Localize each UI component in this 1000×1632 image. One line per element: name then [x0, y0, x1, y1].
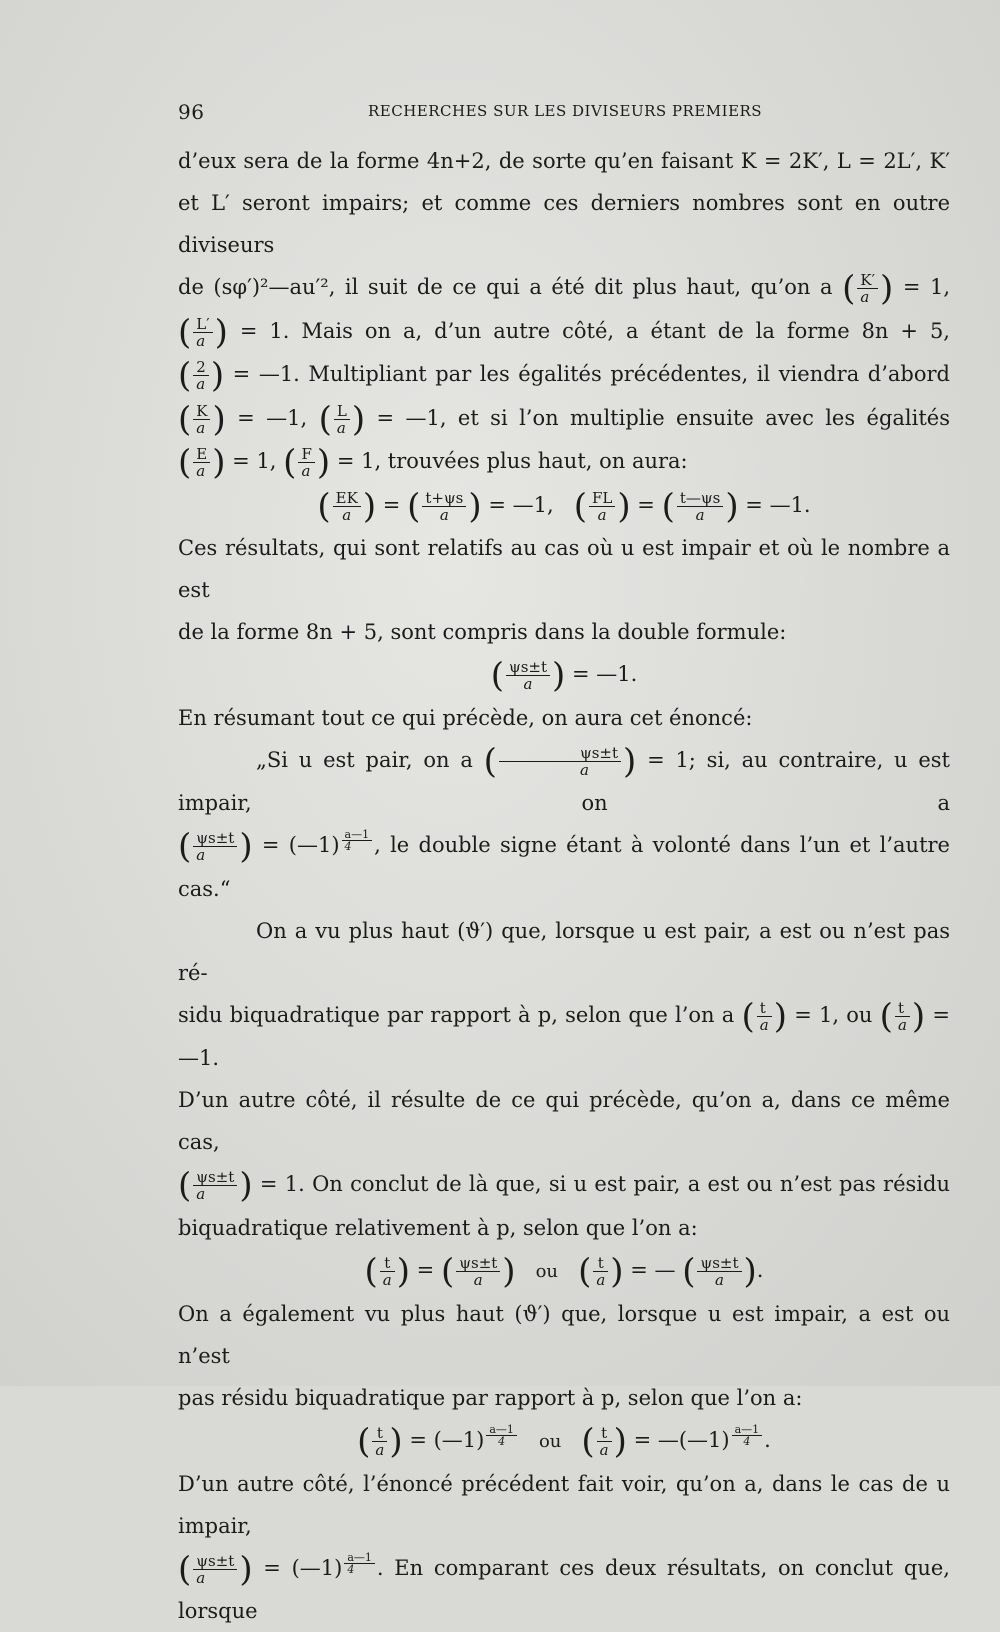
equation: ( $\frac{\psi s\pm t}{a}$ ) = —1. [178, 653, 950, 697]
fraction: $\frac{t}{a}$ [597, 1425, 612, 1458]
text-span: = 1, trouvées plus haut, on aura: [337, 449, 688, 473]
text-line: biquadratique relativement à p, selon que l’on a: [178, 1207, 950, 1249]
text-line: ( $\frac{K}{a}$ ) = —1, ( $\frac{L}{a}$ ) = —1, et si l’on multiplie ensuite avec les égalités [178, 397, 950, 441]
fraction: $\frac{t}{a}$ [757, 1000, 772, 1033]
fraction: $\frac{t}{a}$ [895, 1000, 910, 1033]
fraction: $\frac{t+\psi s}{a}$ [422, 490, 466, 523]
running-title: RECHERCHES SUR LES DIVISEURS PREMIERS [368, 102, 762, 120]
text-line: ( $\frac{\psi s\pm t}{a}$ ) = (—1) $^{\frac{a—1}{4}}$ , le double signe étant à volonté dans l’un et l’autre cas.“ [178, 824, 950, 910]
fraction: $\frac{\psi s\pm t}{a}$ [193, 1553, 237, 1586]
fraction: $\frac{\psi s\pm t}{a}$ [697, 1255, 741, 1288]
text-span: = 1, [903, 275, 950, 299]
text-span: = —1, et si l’on multiplie ensuite avec les égalités [377, 406, 951, 430]
fraction: $\frac{L'}{a}$ [193, 316, 212, 349]
text-line: On a vu plus haut (ϑ′) que, lorsque u est pair, a est ou n’est pas ré- [178, 910, 950, 994]
fraction: $\frac{K}{a}$ [193, 403, 210, 436]
text-line: D’un autre côté, il résulte de ce qui précède, qu’on a, dans ce même cas, [178, 1079, 950, 1163]
exponent-fraction: a—1 4 [732, 1424, 763, 1447]
text-line: pas résidu biquadratique par rapport à p, selon que l’on a: [178, 1377, 950, 1419]
text-span: = —1, [237, 406, 307, 430]
text-line: Ces résultats, qui sont relatifs au cas où u est impair et où le nombre a est [178, 527, 950, 611]
text-line: de (sφ′)²—au′², il suit de ce qui a été dit plus haut, qu’on a ( $\frac{K'}{a}$ ) = 1, [178, 266, 950, 310]
fraction: $\frac{\psi s\pm t}{a}$ [193, 1169, 237, 1202]
text-line: sidu biquadratique par rapport à p, selon que l’on a ( $\frac{t}{a}$ ) = 1, ou ( $\frac{t}{a}$ ) = —1. [178, 994, 950, 1080]
fraction: $\frac{\psi s\pm t}{a}$ [193, 830, 237, 863]
fraction: $\frac{2}{a}$ [193, 359, 209, 392]
exponent-fraction: a—1 4 [342, 829, 373, 852]
equation: ( $\frac{EK}{a}$ ) = ( $\frac{t+\psi s}{a}$ ) = —1, ( $\frac{FL}{a}$ ) = ( $\frac{t—\psi s}{a}$ ) = —1. [178, 484, 950, 528]
fraction: $\frac{t}{a}$ [593, 1255, 608, 1288]
text-line: ( $\frac{2}{a}$ ) = —1. Multipliant par les égalités précédentes, il viendra d’abord [178, 353, 950, 397]
text-line: On a également vu plus haut (ϑ′) que, lorsque u est impair, a est ou n’est [178, 1293, 950, 1377]
text-line: ( $\frac{L'}{a}$ ) = 1. Mais on a, d’un autre côté, a étant de la forme 8n + 5, [178, 310, 950, 354]
fraction: $\frac{\psi s\pm t}{a}$ [506, 659, 550, 692]
fraction: $\frac{K'}{a}$ [857, 272, 878, 305]
text-line: En résumant tout ce qui précède, on aura cet énoncé: [178, 697, 950, 739]
text-line: d’eux sera de la forme 4n+2, de sorte qu’en faisant K = 2K′, L = 2L′, K′ [178, 140, 950, 182]
text-span: = —1. Multipliant par les égalités précédentes, il viendra d’abord [233, 362, 950, 386]
fraction: $\frac{t—\psi s}{a}$ [677, 490, 724, 523]
fraction: $\frac{FL}{a}$ [589, 490, 615, 523]
fraction: $\frac{L}{a}$ [334, 403, 350, 436]
running-header [178, 100, 950, 130]
fraction: $\frac{t}{a}$ [380, 1255, 395, 1288]
text-span: = 1. Mais on a, d’un autre côté, a étant de la forme 8n + 5, [240, 319, 950, 343]
exponent-fraction: a—1 4 [344, 1552, 375, 1575]
fraction: $\frac{F}{a}$ [298, 446, 314, 479]
text-span: = 1, [232, 449, 276, 473]
text-line: ( $\frac{\psi s\pm t}{a}$ ) = (—1) $^{\frac{a—1}{4}}$ . En comparant ces deux résultats, on conclut que, lorsque [178, 1547, 950, 1632]
text-line: de la forme 8n + 5, sont compris dans la double formule: [178, 611, 950, 653]
text-span: de (sφ′)²—au′², il suit de ce qui a été dit plus haut, qu’on a [178, 275, 833, 299]
fraction: $\frac{\psi s\pm t}{a}$ [456, 1255, 500, 1288]
fraction: $\frac{\psi s\pm t}{a}$ [499, 745, 621, 778]
text-line: „Si u est pair, on a ( $\frac{\psi s\pm t}{a}$ ) = 1; si, au contraire, u est impair, on a [178, 739, 950, 825]
fraction: $\frac{t}{a}$ [372, 1425, 387, 1458]
page-number: 96 [178, 100, 204, 124]
equation: ( $\frac{t}{a}$ ) = (—1) $^{\frac{a—1}{4}}$ ou ( $\frac{t}{a}$ ) = —(—1) $^{\frac{a—1}{4}}$ . [178, 1419, 950, 1463]
exponent-fraction: a—1 4 [486, 1424, 517, 1447]
fraction: $\frac{E}{a}$ [193, 446, 210, 479]
fraction: $\frac{EK}{a}$ [333, 490, 361, 523]
text-line: et L′ seront impairs; et comme ces derniers nombres sont en outre diviseurs [178, 182, 950, 266]
text-line: D’un autre côté, l’énoncé précédent fait voir, qu’on a, dans le cas de u impair, [178, 1463, 950, 1547]
text-line: ( $\frac{\psi s\pm t}{a}$ ) = 1. On conclut de là que, si u est pair, a est ou n’est pas résidu [178, 1163, 950, 1207]
text-line: ( $\frac{E}{a}$ ) = 1, ( $\frac{F}{a}$ ) = 1, trouvées plus haut, on aura: [178, 440, 950, 484]
page-body [178, 140, 950, 1632]
equation: ( $\frac{t}{a}$ ) = ( $\frac{\psi s\pm t}{a}$ ) ou ( $\frac{t}{a}$ ) = — ( $\frac{\psi s\pm t}{a}$ ). [178, 1249, 950, 1293]
